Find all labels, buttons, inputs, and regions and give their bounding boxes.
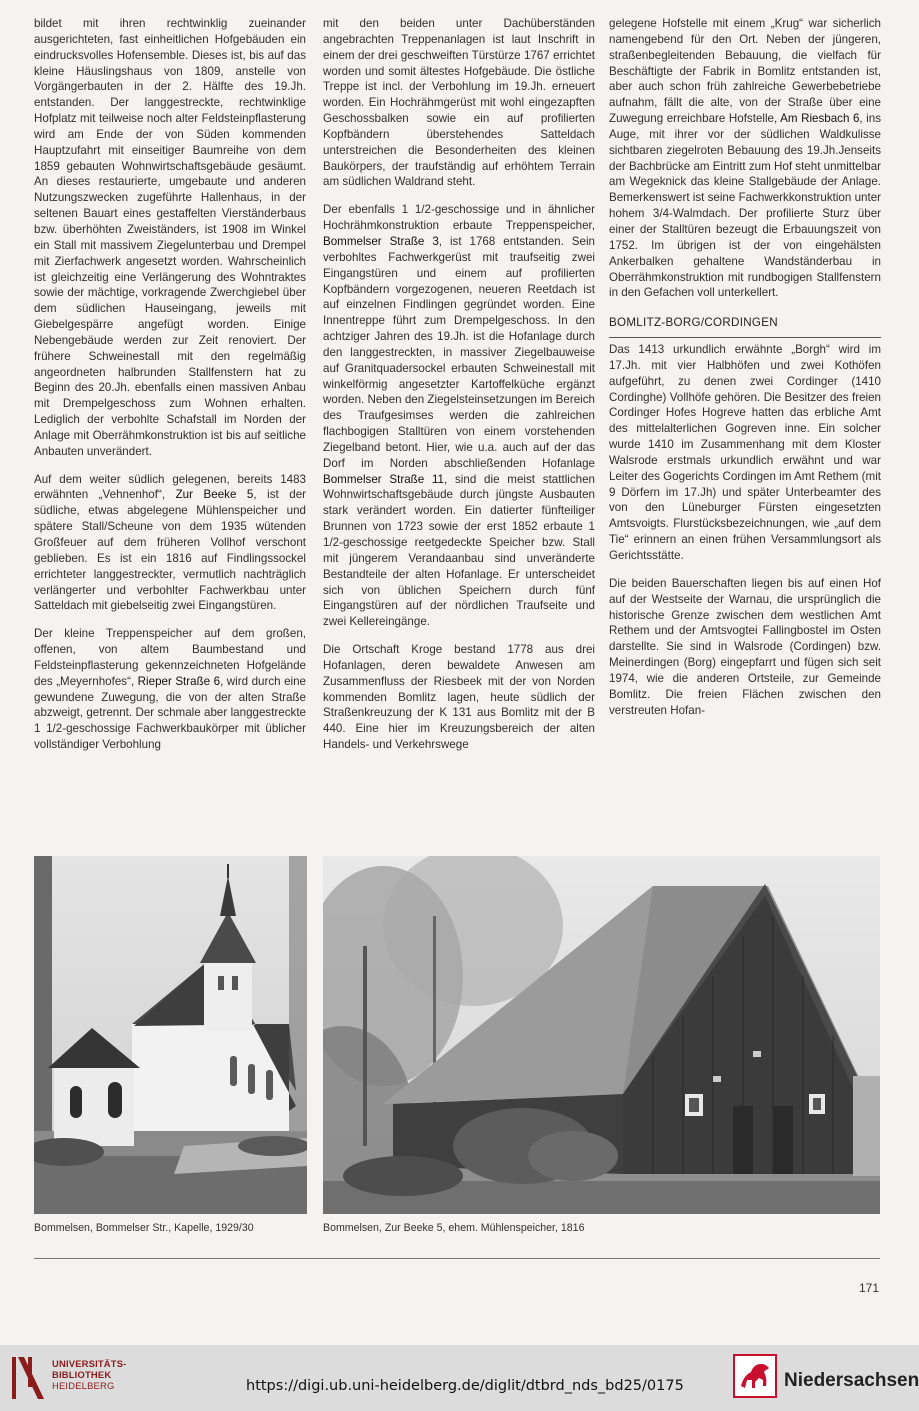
address-highlight: Am Riesbach 6 (780, 112, 860, 126)
text-run: , ins Auge, mit ihrer vor der südlichen Waldkulisse sichtbaren ziegelroten Bebauung des 19.Jh.Jenseits der Bachbrücke am Eintritt zum Hof steht unmittelbar am Wegeknick das kleine Stallgebäude der Anlage. Bemerkenswert ist seine Fachwerkkonstruktion unter hohem 3/4-Walmdach. Der profilierte Sturz über einer der Stalltüren bezeugt die Erbauungszeit von 1752. Im übrigen ist der von eingehälsten Ankerbalken gehaltene Wandständerbau in Oberrähmkonstruktion mit rundbogigen Stallfenstern in den Gefachen voll unterkellert. (609, 112, 881, 300)
library-name (52, 1358, 126, 1391)
state-label: Niedersachsen (784, 1370, 919, 1391)
paragraph: Das 1413 urkundlich erwähnte „Borgh“ wird im 17.Jh. mit vier Halbhöfen und zwei Kothöfen aufgeführt, zu denen zwei Cordinger (1410 Cordinghe) Vollhöfe gehören. Die Besitzer des freien Cordinger Hofes Hogreve hatten das erbliche Amt des mittelalterlichen Gogreven inne. Ein solcher wurde 1410 im Zusammenhang mit dem Kloster Walsrode erstmals urkundlich erwähnt und war Leiter des Gogerichts Cordingen im Amt Rethem (mit 9 Dörfern im 17.Jh) und später Unterbeamter des von den Lüneburger Fürsten eingesetzten Amtsvoigts. Flurstücksbezeichnungen, wie „auf dem Tie“ erinnern an einen frühen Versammlungsort als Gerichtsstätte. (609, 343, 881, 562)
address-highlight: Rieper Straße 6 (137, 674, 221, 688)
library-line-3: HEIDELBERG (52, 1380, 115, 1391)
text-run: , ist der südliche, etwas abgelegene Mühlenspeicher und spätere Stall/Scheune von dem 1935 wütenden Großfeuer auf dem früheren Vollhof verschont geblieben. Es ist ein 1816 auf Findlingssockel errichteter langgestreckter, vermutlich nachträglich verlängerter und verbohlter Fachwerkbau unter Satteldach mit giebelseitig zwei Eingangstüren. (34, 488, 307, 613)
paragraph (609, 16, 881, 301)
text-column-3 (609, 16, 881, 730)
bottom-rule (34, 1258, 880, 1259)
paragraph (34, 626, 306, 753)
chapel-photo (34, 856, 307, 1214)
address-highlight: Bommelser Straße 11 (323, 472, 445, 486)
address-highlight: Bommelser Straße 3 (323, 234, 439, 248)
paragraph (34, 472, 306, 615)
address-highlight: Zur Beeke 5 (175, 488, 254, 502)
text-run: Der ebenfalls 1 1/2-geschossige und in ähnlicher Hochrähmkonstruktion erbaute Treppenspeicher, (323, 203, 595, 233)
photo-caption-right: Bommelsen, Zur Beeke 5, ehem. Mühlenspeicher, 1816 (323, 1222, 585, 1234)
library-line-1: UNIVERSITÄTS- (52, 1358, 127, 1369)
niedersachsen-horse-icon[interactable] (733, 1354, 777, 1403)
permalink-url[interactable]: https://digi.ub.uni-heidelberg.de/diglit/dtbrd_nds_bd25/0175 (246, 1378, 684, 1394)
paragraph: Die beiden Bauerschaften liegen bis auf einen Hof auf der Westseite der Warnau, die ursprünglich die historische Grenze zwischen dem westlichen Amt Rethem und der Amtsvogtei Fallingbostel im Osten darstellte. Sie sind in Walsrode (Cordingen) bzw. Meinerdingen (Borg) eingepfarrt und fügen sich seit 1974, wie die anderen Ortsteile, zur Gemeinde Bomlitz. Die freien Flächen zwischen den verstreuten Hofan- (609, 576, 881, 717)
text-run: gelegene Hofstelle mit einem „Krug“ war sicherlich namengebend für den Ort. Neben der jüngeren, straßenbegleitenden Bebauung, die vielfach für Beschäftigte der Fabrik in Bomlitz entstanden ist, aber auch schon früh zahlreiche Gewerbebetriebe aufnahm, fällt die alte, von der Straße über eine Zuwegung erreichbare Hofstelle, (609, 17, 881, 126)
library-emblem-icon (10, 1353, 50, 1403)
paragraph (323, 202, 595, 630)
library-line-2: BIBLIOTHEK (52, 1369, 112, 1380)
text-run: Der kleine Treppenspeicher auf dem großen, offenen, von altem Baumbestand und Feldsteinpflasterung gekennzeichneten Hofgelände des „Meyernhofes“, (34, 627, 306, 688)
paragraph: mit den beiden unter Dachüberständen angebrachten Treppenanlagen ist laut Inschrift in einem der drei geschweiften Türstürze 1767 errichtet worden und somit ältestes Hofgebäude. Die östliche Treppe ist incl. der Verbohlung im 19.Jh. erneuert worden. Ein Hochrähmgerüst mit wohl eingezapften Geschossbalken sowie ein auf profilierten Kopfbändern überstehendes Satteldach unterstreichen die Besonderheiten des kleinen Baukörpers, der traufständig auf erhöhtem Terrain am südlichen Waldrand steht. (323, 17, 595, 189)
photo-caption-left: Bommelsen, Bommelser Str., Kapelle, 1929/30 (34, 1222, 254, 1234)
text-run: Auf dem weiter südlich gelegenen, bereits 1483 erwähnten „Vehnenhof“, (34, 472, 306, 502)
mill-granary-photo (323, 856, 880, 1214)
page-number: 171 (858, 1281, 879, 1295)
text-run: , sind die meist stattlichen Wohnwirtschaftsgebäude durch jüngste Ausbauten stark verändert worden. Ein datierter fünfteiliger Brunnen von 1723 sowie der erst 1852 erbaute 1 1/2-geschossige reetgedeckte Speicher bzw. Stall mit jüngerem Verandaanbau sind unveränderte Bestandteile der alten Hofanlage. Er unterscheidet sich von üblichen Speichern durch fünf Eingangstüren auf der nördlichen Traufseite und zwei Kellereingänge. (323, 472, 595, 629)
text-run: , wird durch eine gewundene Zuwegung, die von der alten Straße abzweigt, getrennt. Der schmale aber langgestreckte 1 1/2-geschossige Fachwerkbaukörper mit üblicher vollständiger Verbohlung (34, 674, 306, 752)
paragraph: Die Ortschaft Kroge bestand 1778 aus drei Hofanlagen, deren bewaldete Anwesen am Zusammenfluss der Riesbeek mit der von Norden kommenden Bomlitz lagen, heute südlich der Straßenkreuzung der K 131 aus Bomlitz mit der B 440. Eine hier im Kreuzungsbereich der alten Handels- und Verkehrswege (323, 643, 595, 752)
section-heading: BOMLITZ-BORG/CORDINGEN (609, 315, 881, 338)
text-column-2 (323, 16, 595, 765)
paragraph: bildet mit ihren rechtwinklig zueinander ausgerichteten, fast einheitlichen Hofgebäuden ein eindrucksvolles Hofensemble. Dieses ist, bis auf das kleine Häuslingshaus von 1809, anstelle von Vorgängerbauten in der 2. Hälfte des 19.Jh. entstanden. Der langgestreckte, rechtwinklige Hofplatz mit teilweise noch alter Feldsteinpflasterung wird am Ende der von Süden kommenden Hauptzufahrt mit einseitiger Baumreihe von dem 1859 gebauten Wohnwirtschaftsgebäude gesäumt. An dieses restaurierte, umgebaute und anderen Nutzungszwecken zugeführte Hallenhaus, in der seltenen Bauart eines gestaffelten Vierständerbaus bzw. überhöhten Zweiständers, ist 1908 im Winkel ein Stall mit massivem Ziegelunterbau und Drempel mit Zierfachwerk angesetzt worden. Wahrscheinlich ist gleichzeitig eine Verlängerung des Wohntraktes sowie der mächtige, vorkragende Zwerchgiebel über dem südlichen Hauseingang, jeweils mit Giebelgespärre angefügt worden. Einige Nebengebäude werden zur Zeit renoviert. Der frühere Schweinestall mit den regelmäßig angeordneten halbrunden Stallfenstern hat zu Beginn des 20.Jh. ebenfalls einen massiven Anbau mit Drempelgeschoss zum Wohnen erhalten. Lediglich der verbohlte Schafstall im Norden der Anlage mit Oberrähmkonstruktion ist bis auf seitliche Anbauten unverändert. (34, 17, 306, 458)
text-run: , ist 1768 entstanden. Sein verbohltes Fachwerkgerüst mit traufseitig zwei Eingangstüren und einem auf profilierten Kopfbändern vorgezogenen, neueren Reetdach ist auf einzelnen Findlingen gegründet worden. Eine Innentreppe führt zum Drempelgeschoss. In den achtziger Jahren des 19.Jh. ist die Hofanlage durch den langgestreckten, in massiver Ziegelbauweise auf Granitquadersockel erbauten Schweinestall mit winkelförmig angesetzter Kartoffelküche ergänzt worden. Neben den Ziegelsteinsetzungen im Bereich des Traufgesimses werden die zahlreichen flachbogigen Stalltüren von einem vorstehenden Ziegelband betont. Hier, wie u.a. auch auf der das Dorf im Norden abschließenden Hofanlage (323, 234, 595, 470)
text-column-1 (34, 16, 306, 765)
